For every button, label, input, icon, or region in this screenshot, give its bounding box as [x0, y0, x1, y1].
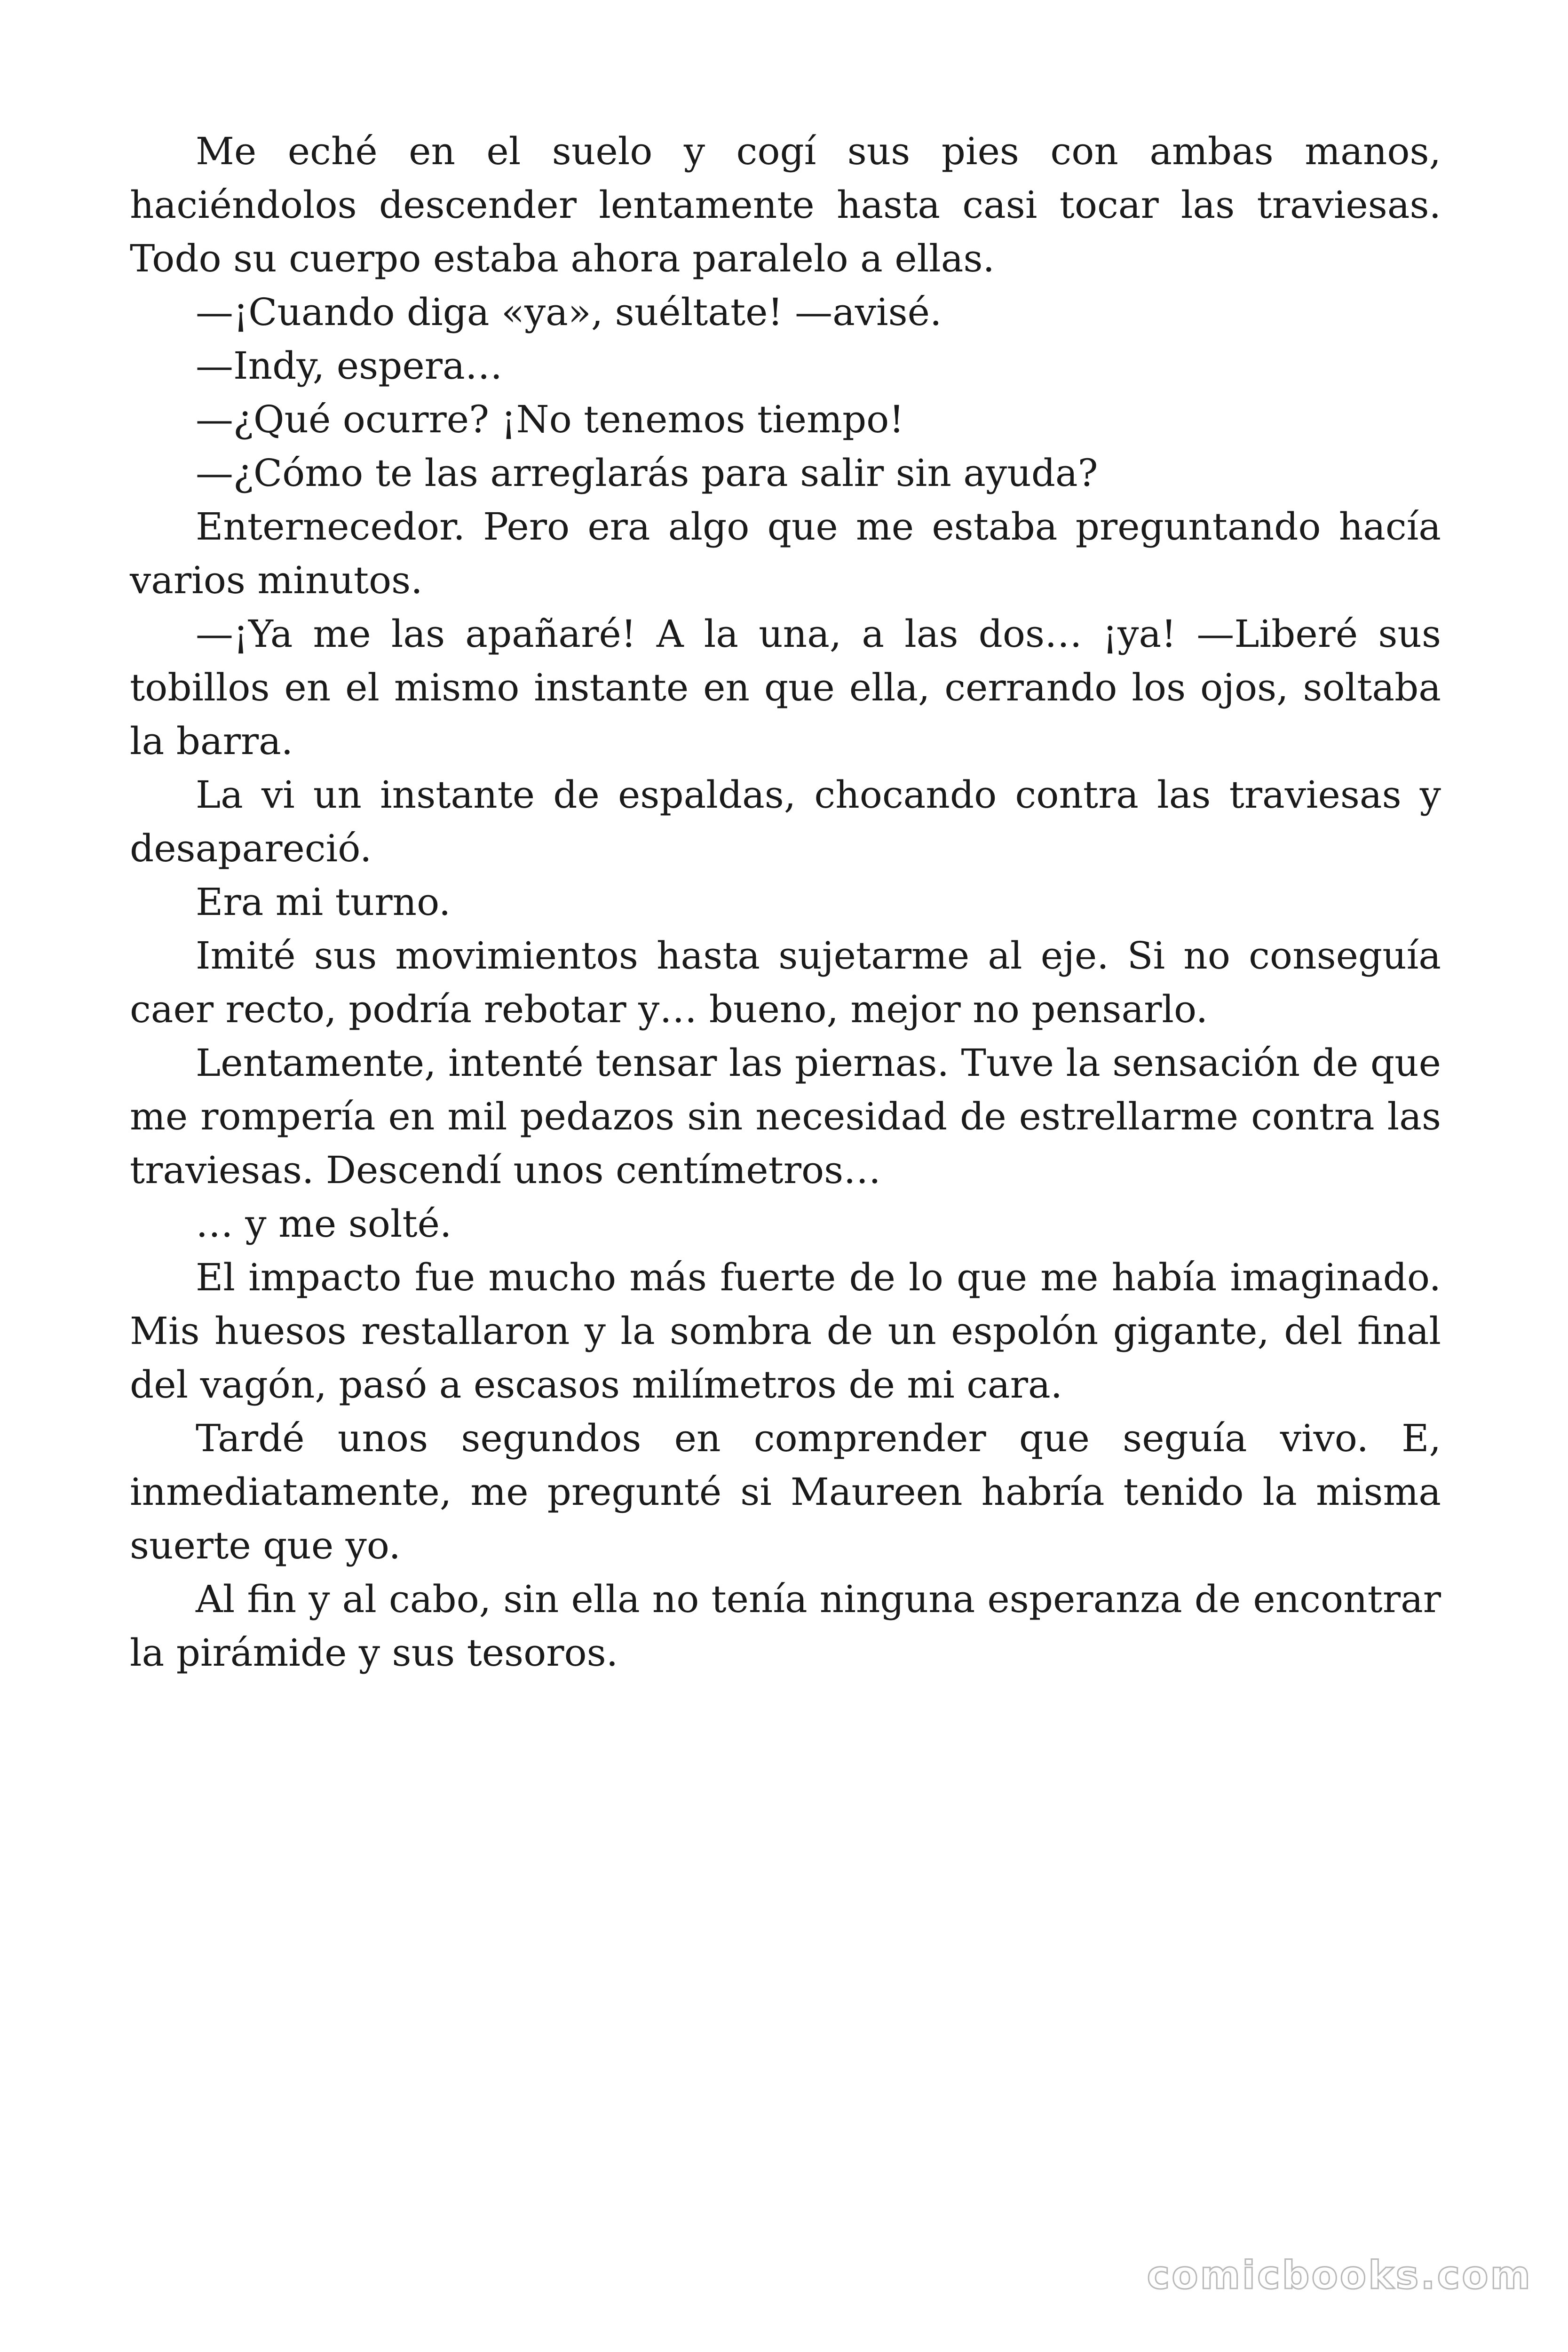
- watermark: comicbooks.com: [1147, 2253, 1532, 2298]
- paragraph: Enternecedor. Pero era algo que me estaba preguntando hacía varios minutos.: [130, 505, 1441, 602]
- page-body-text: [130, 125, 1441, 1680]
- paragraph: La vi un instante de espaldas, chocando contra las traviesas y desapareció.: [130, 773, 1441, 870]
- paragraph: —¿Cómo te las arreglarás para salir sin ayuda?: [196, 451, 1098, 495]
- paragraph: Imité sus movimientos hasta sujetarme al eje. Si no conseguía caer recto, podría rebotar y… bueno, mejor no pensarlo.: [130, 934, 1441, 1031]
- paragraph: … y me solté.: [196, 1202, 452, 1246]
- paragraph: —¿Qué ocurre? ¡No tenemos tiempo!: [196, 397, 904, 441]
- paragraph: Lentamente, intenté tensar las piernas. Tuve la sensación de que me rompería en mil pedazos sin necesidad de estrellarme contra las traviesas. Descendí unos centímetros…: [130, 1041, 1441, 1192]
- paragraph: Al fin y al cabo, sin ella no tenía ninguna esperanza de encontrar la pirámide y sus tesoros.: [130, 1577, 1441, 1675]
- paragraph: —¡Cuando diga «ya», suéltate! —avisé.: [196, 290, 942, 334]
- paragraph: Era mi turno.: [196, 880, 451, 924]
- paragraph: Tardé unos segundos en comprender que seguía vivo. E, inmediatamente, me pregunté si Maureen habría tenido la misma suerte que yo.: [130, 1416, 1441, 1567]
- paragraph: —Indy, espera…: [196, 344, 503, 388]
- paragraph: Me eché en el suelo y cogí sus pies con ambas manos, haciéndolos descender lentamente hasta casi tocar las traviesas. Todo su cuerpo estaba ahora paralelo a ellas.: [130, 129, 1441, 280]
- paragraph: El impacto fue mucho más fuerte de lo que me había imaginado. Mis huesos restallaron y la sombra de un espolón gigante, del final del vagón, pasó a escasos milímetros de mi cara.: [130, 1255, 1441, 1406]
- paragraph: —¡Ya me las apañaré! A la una, a las dos… ¡ya! —Liberé sus tobillos en el mismo instante en que ella, cerrando los ojos, soltaba la barra.: [130, 612, 1441, 763]
